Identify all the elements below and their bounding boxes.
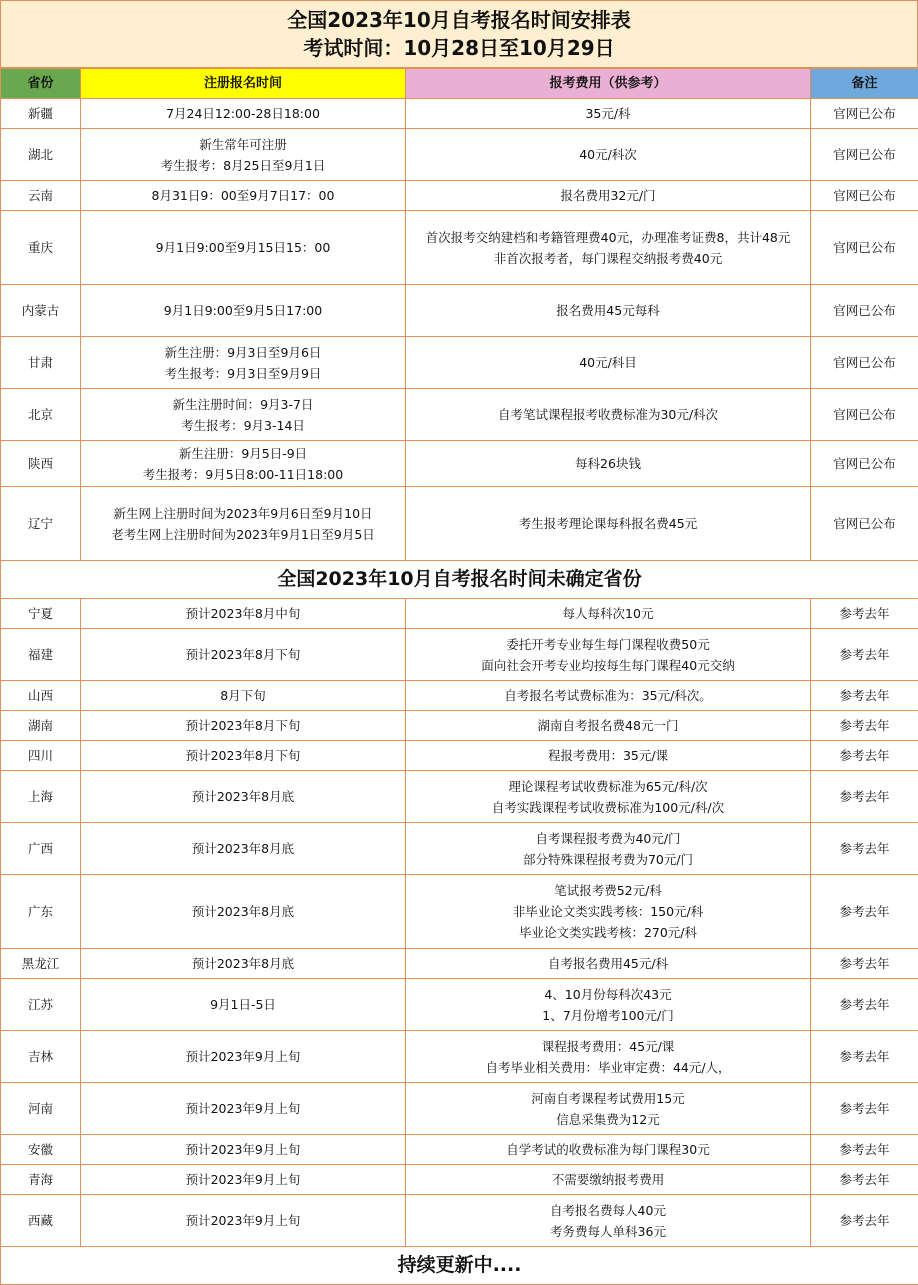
registration-time-line: 9月1日-5日 [83,994,403,1015]
fee-line: 35元/科 [408,103,808,124]
registration-time-line: 考生报考：9月3日至9月9日 [83,363,403,384]
province-cell: 黑龙江 [1,949,81,979]
table-row [1,441,918,487]
registration-time-cell [81,1031,406,1083]
page-title: 全国2023年10月自考报名时间安排表 [287,6,631,34]
note-cell: 官网已公布 [811,389,918,441]
confirmed-provinces [1,99,918,561]
pending-provinces [1,599,918,1247]
table-row [1,629,918,681]
province-cell: 新疆 [1,99,81,129]
table-row [1,1031,918,1083]
fee-line: 自考实践课程考试收费标准为100元/科/次 [408,797,808,818]
table-row [1,181,918,211]
fee-cell [406,441,811,487]
fee-line: 首次报考交纳建档和考籍管理费40元，办理准考证费8，共计48元 [408,227,808,248]
fee-cell [406,389,811,441]
registration-time-line: 预计2023年8月下旬 [83,644,403,665]
table-row [1,1195,918,1247]
table-row [1,129,918,181]
title-block [0,0,918,68]
registration-time-line: 预计2023年9月上旬 [83,1139,403,1160]
registration-time-line: 预计2023年8月底 [83,786,403,807]
note-cell: 参考去年 [811,1031,918,1083]
fee-line: 理论课程考试收费标准为65元/科/次 [408,776,808,797]
note-cell: 参考去年 [811,1165,918,1195]
fee-line: 自考笔试课程报考收费标准为30元/科次 [408,404,808,425]
registration-time-line: 新生注册：9月3日至9月6日 [83,342,403,363]
registration-time-line: 预计2023年8月下旬 [83,715,403,736]
fee-line: 不需要缴纳报考费用 [408,1169,808,1190]
fee-line: 委托开考专业每生每门课程收费50元 [408,634,808,655]
registration-time-cell [81,741,406,771]
note-cell: 官网已公布 [811,441,918,487]
table-header-row [1,69,918,99]
province-cell: 北京 [1,389,81,441]
fee-line: 报名费用32元/门 [408,185,808,206]
registration-time-cell [81,441,406,487]
province-cell: 辽宁 [1,487,81,561]
table-row [1,211,918,285]
registration-time-line: 预计2023年8月底 [83,901,403,922]
registration-time-cell [81,487,406,561]
footer-text: 持续更新中.... [1,1247,918,1285]
note-cell: 参考去年 [811,823,918,875]
fee-line: 湖南自考报名费48元一门 [408,715,808,736]
registration-time-cell [81,337,406,389]
note-cell: 官网已公布 [811,99,918,129]
fee-cell [406,1135,811,1165]
province-cell: 安徽 [1,1135,81,1165]
registration-time-cell [81,629,406,681]
note-cell: 参考去年 [811,741,918,771]
note-cell: 官网已公布 [811,487,918,561]
fee-line: 课程报考费用：45元/课 [408,1036,808,1057]
fee-cell [406,629,811,681]
fee-cell [406,181,811,211]
fee-line: 面向社会开考专业均按每生每门课程40元交纳 [408,655,808,676]
registration-time-line: 新生注册：9月5日-9日 [83,443,403,464]
table-row [1,1165,918,1195]
note-cell: 参考去年 [811,1083,918,1135]
registration-time-line: 8月31日9：00至9月7日17：00 [83,185,403,206]
registration-time-line: 预计2023年9月上旬 [83,1169,403,1190]
province-cell: 四川 [1,741,81,771]
note-cell: 官网已公布 [811,181,918,211]
fee-line: 40元/科次 [408,144,808,165]
fee-line: 4、10月份每科次43元 [408,984,808,1005]
province-cell: 河南 [1,1083,81,1135]
footer-row [1,1247,918,1285]
column-header-fee: 报考费用（供参考） [406,69,811,99]
note-cell: 参考去年 [811,599,918,629]
registration-time-line: 新生常年可注册 [83,134,403,155]
fee-cell [406,741,811,771]
province-cell: 陕西 [1,441,81,487]
column-header-registration-time: 注册报名时间 [81,69,406,99]
province-cell: 吉林 [1,1031,81,1083]
registration-time-line: 老考生网上注册时间为2023年9月1日至9月5日 [83,524,403,545]
fee-line: 毕业论文类实践考核：270元/科 [408,922,808,943]
registration-time-line: 预计2023年9月上旬 [83,1046,403,1067]
fee-cell [406,1165,811,1195]
note-cell: 参考去年 [811,875,918,949]
fee-line: 程报考费用：35元/课 [408,745,808,766]
registration-time-cell [81,285,406,337]
registration-time-cell [81,979,406,1031]
table-row [1,389,918,441]
registration-time-cell [81,711,406,741]
registration-time-cell [81,1083,406,1135]
fee-line: 考生报考理论课每科报名费45元 [408,513,808,534]
table-row [1,599,918,629]
table-row [1,979,918,1031]
registration-time-line: 9月1日9:00至9月5日17:00 [83,300,403,321]
fee-line: 信息采集费为12元 [408,1109,808,1130]
registration-time-line: 预计2023年9月上旬 [83,1210,403,1231]
registration-time-cell [81,875,406,949]
exam-time-subtitle: 考试时间：10月28日至10月29日 [303,34,614,62]
table-row [1,949,918,979]
fee-cell [406,771,811,823]
registration-time-line: 考生报考：9月5日8:00-11日18:00 [83,464,403,485]
province-cell: 内蒙古 [1,285,81,337]
province-cell: 湖北 [1,129,81,181]
note-cell: 官网已公布 [811,337,918,389]
registration-time-line: 8月下旬 [83,685,403,706]
table-row [1,1135,918,1165]
registration-time-line: 新生网上注册时间为2023年9月6日至9月10日 [83,503,403,524]
fee-cell [406,1083,811,1135]
registration-time-cell [81,129,406,181]
table-row [1,875,918,949]
fee-line: 自考报名费用45元/科 [408,953,808,974]
registration-time-line: 预计2023年8月底 [83,838,403,859]
province-cell: 湖南 [1,711,81,741]
table-row [1,487,918,561]
note-cell: 参考去年 [811,711,918,741]
fee-line: 河南自考课程考试费用15元 [408,1088,808,1109]
province-cell: 甘肃 [1,337,81,389]
fee-line: 自考课程报考费为40元/门 [408,828,808,849]
province-cell: 上海 [1,771,81,823]
fee-line: 部分特殊课程报考费为70元/门 [408,849,808,870]
pending-section [1,561,918,599]
table-row [1,99,918,129]
schedule-table [0,68,918,1285]
pending-section-title: 全国2023年10月自考报名时间未确定省份 [1,561,918,599]
note-cell: 参考去年 [811,771,918,823]
fee-cell [406,487,811,561]
registration-time-cell [81,949,406,979]
fee-cell [406,1031,811,1083]
registration-time-line: 预计2023年8月中旬 [83,603,403,624]
fee-line: 自考毕业相关费用：毕业审定费：44元/人， [408,1057,808,1078]
note-cell: 官网已公布 [811,211,918,285]
column-header-province: 省份 [1,69,81,99]
registration-time-cell [81,681,406,711]
registration-time-line: 新生注册时间：9月3-7日 [83,394,403,415]
fee-cell [406,711,811,741]
fee-cell [406,1195,811,1247]
fee-cell [406,129,811,181]
registration-time-cell [81,389,406,441]
registration-time-cell [81,771,406,823]
fee-line: 自考报名费每人40元 [408,1200,808,1221]
fee-cell [406,823,811,875]
registration-time-cell [81,823,406,875]
column-header-note: 备注 [811,69,918,99]
province-cell: 宁夏 [1,599,81,629]
note-cell: 参考去年 [811,979,918,1031]
note-cell: 官网已公布 [811,129,918,181]
note-cell: 参考去年 [811,1195,918,1247]
registration-time-cell [81,599,406,629]
registration-time-cell [81,99,406,129]
fee-line: 自考报名考试费标准为：35元/科次。 [408,685,808,706]
registration-time-cell [81,1165,406,1195]
province-cell: 广东 [1,875,81,949]
note-cell: 参考去年 [811,949,918,979]
registration-time-line: 预计2023年8月底 [83,953,403,974]
table-row [1,823,918,875]
registration-time-line: 7月24日12:00-28日18:00 [83,103,403,124]
fee-line: 每人每科次10元 [408,603,808,624]
table-row [1,337,918,389]
fee-line: 每科26块钱 [408,453,808,474]
note-cell: 参考去年 [811,1135,918,1165]
table-row [1,711,918,741]
registration-time-line: 考生报考：9月3-14日 [83,415,403,436]
registration-time-line: 考生报考：8月25日至9月1日 [83,155,403,176]
registration-time-cell [81,1135,406,1165]
fee-cell [406,979,811,1031]
table-row [1,771,918,823]
fee-line: 报名费用45元每科 [408,300,808,321]
province-cell: 山西 [1,681,81,711]
fee-line: 自学考试的收费标准为每门课程30元 [408,1139,808,1160]
note-cell: 官网已公布 [811,285,918,337]
province-cell: 云南 [1,181,81,211]
province-cell: 青海 [1,1165,81,1195]
registration-time-line: 预计2023年9月上旬 [83,1098,403,1119]
fee-line: 1、7月份增考100元/门 [408,1005,808,1026]
fee-line: 40元/科目 [408,352,808,373]
pending-section-row [1,561,918,599]
table-row [1,681,918,711]
province-cell: 广西 [1,823,81,875]
fee-cell [406,211,811,285]
fee-line: 非毕业论文类实践考核：150元/科 [408,901,808,922]
fee-cell [406,949,811,979]
table-row [1,285,918,337]
province-cell: 重庆 [1,211,81,285]
table-row [1,1083,918,1135]
note-cell: 参考去年 [811,681,918,711]
fee-cell [406,681,811,711]
fee-cell [406,99,811,129]
fee-cell [406,337,811,389]
fee-cell [406,599,811,629]
province-cell: 江苏 [1,979,81,1031]
registration-time-cell [81,181,406,211]
registration-time-cell [81,1195,406,1247]
registration-time-cell [81,211,406,285]
fee-line: 笔试报考费52元/科 [408,880,808,901]
fee-line: 考务费每人单科36元 [408,1221,808,1242]
registration-time-line: 9月1日9:00至9月15日15：00 [83,237,403,258]
province-cell: 西藏 [1,1195,81,1247]
registration-time-line: 预计2023年8月下旬 [83,745,403,766]
footer-section [1,1247,918,1285]
table-row [1,741,918,771]
fee-cell [406,285,811,337]
note-cell: 参考去年 [811,629,918,681]
province-cell: 福建 [1,629,81,681]
fee-line: 非首次报考者，每门课程交纳报考费40元 [408,248,808,269]
fee-cell [406,875,811,949]
